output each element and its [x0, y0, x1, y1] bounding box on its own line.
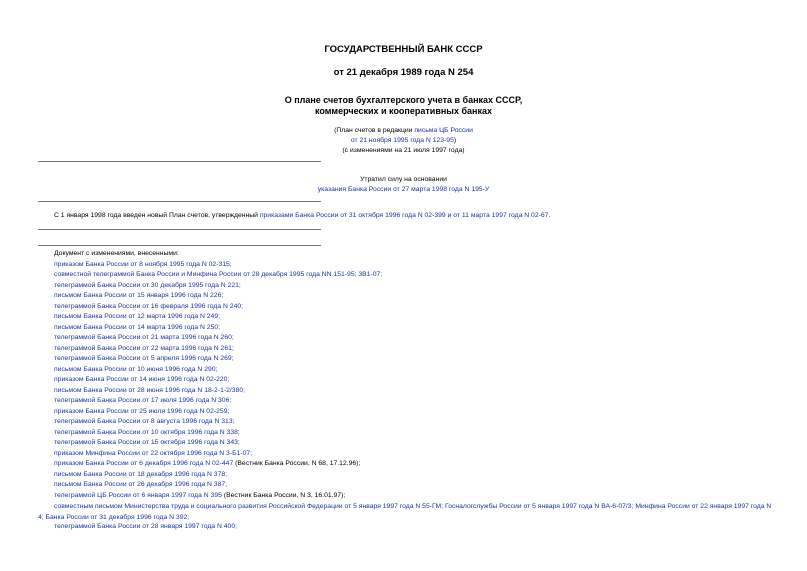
doc-list-item[interactable]: телеграммой Банка России от 22 марта 1996 года N 261;	[54, 344, 234, 352]
intro-paragraph	[54, 212, 550, 219]
doc-list-item[interactable]: телеграммой Банка России от 17 июля 1996 года N 306;	[54, 397, 232, 404]
edition-note-line-2	[0, 136, 807, 145]
document-title-line-1: О плане счетов бухгалтерского учета в банках СССР,	[284, 95, 523, 105]
doc-list-item[interactable]: приказом Минфина России от 22 октября 1996 года N 3-Б1-07;	[54, 449, 253, 457]
doc-list-item[interactable]: письмом Банка России от 10 июня 1996 года N 290;	[54, 365, 218, 373]
doc-list-item-joint-letter[interactable]	[38, 502, 778, 523]
doc-list-item[interactable]: совместной телеграммой Банка России и Минфина России от 28 декабря 1995 года NN 151-95; 3В1-07;	[54, 271, 383, 278]
joint-letter-text[interactable]: совместным письмом Министерства труда и социального развития Российской Федерации от 5 января 1997 года N 55-ГМ; Госналогслужбы России от 5 января 1997 года N ВА-6-07/3; Минфина России от 22 января 1997 года N 4; Банка России от 31 декабря 1996 года N 392;	[38, 503, 772, 521]
doc-list-item[interactable]: письмом Банка России от 26 декабря 1996 года N 387;	[54, 481, 228, 488]
doc-list-item	[54, 492, 345, 499]
doc-list-item[interactable]: приказом Банка России от 25 июля 1996 года N 02-259;	[54, 407, 230, 415]
doc-list-item[interactable]: письмом Банка России от 15 января 1996 года N 226;	[54, 292, 224, 299]
intro-link[interactable]: приказами Банка России от 31 октября 1996 года N 02-399 и от 11 марта 1997 года N 02-67	[259, 212, 549, 219]
doc-list-item	[54, 460, 360, 467]
doc-list-item[interactable]: телеграммой Банка России от 16 февраля 1996 года N 240;	[54, 302, 244, 310]
doc-list-item[interactable]: письмом Банка России от 28 июня 1996 года N 18-2-1-2/380;	[54, 386, 246, 394]
lost-force-link[interactable]: указания Банка России от 27 марта 1998 года N 195-У	[317, 186, 490, 193]
doc-list-item[interactable]: телеграммой Банка России от 28 января 1997 года N 400;	[54, 523, 237, 530]
doc-list-item-link[interactable]: приказом Банка России от 6 декабря 1996 года N 02-447	[54, 460, 234, 467]
doc-list-heading: Документ с изменениями, внесенными:	[54, 250, 179, 257]
divider	[38, 229, 321, 230]
doc-list-item[interactable]: телеграммой Банка России от 10 октября 1996 года N 338;	[54, 428, 240, 436]
doc-list-item[interactable]: телеграммой Банка России от 8 августа 1996 года N 313;	[54, 418, 235, 425]
changes-note: (с изменениями на 21 июля 1997 года)	[342, 147, 465, 154]
doc-list-item[interactable]: приказом Банка России от 8 ноября 1995 года N 02-315;	[54, 260, 232, 268]
doc-list-item[interactable]: телеграммой Банка России от 21 марта 1996 года N 260;	[54, 334, 234, 341]
edition-note	[0, 126, 807, 135]
edition-suffix: )	[453, 137, 457, 144]
doc-list-item-source: (Вестник Банка России, N 3, 16.01.97);	[221, 491, 346, 499]
edition-prefix: (План счетов в редакции	[334, 127, 415, 134]
doc-list-item[interactable]: телеграммой Банка России от 30 декабря 1995 года N 221;	[54, 281, 241, 289]
doc-list-item-source: (Вестник Банка России, N 68, 17.12.96);	[233, 460, 361, 467]
divider	[38, 245, 321, 246]
intro-text: С 1 января 1998 года введен новый План счетов, утвержденный	[54, 212, 260, 219]
divider	[38, 201, 321, 202]
doc-list-item[interactable]: письмом Банка России от 12 марта 1996 года N 249;	[54, 313, 221, 320]
document-title-line-2: коммерческих и кооперативных банках	[315, 106, 492, 116]
doc-list-item[interactable]: письмом Банка России от 14 марта 1996 года N 250;	[54, 323, 221, 331]
lost-force-text: Утратил силу на основании	[360, 176, 447, 183]
divider	[38, 161, 321, 162]
edition-link-letter[interactable]: письма ЦБ России	[414, 127, 473, 134]
document-date: от 21 декабря 1989 года N 254	[333, 67, 474, 78]
doc-list-item[interactable]: письмом Банка России от 18 декабря 1996 года N 378;	[54, 470, 228, 478]
intro-end: .	[548, 212, 551, 219]
doc-list-item-link[interactable]: телеграммой ЦБ России от 6 января 1997 года N 395	[54, 491, 222, 499]
doc-list-item[interactable]: телеграммой Банка России от 15 октября 1996 года N 343;	[54, 439, 240, 446]
issuer-heading: ГОСУДАРСТВЕННЫЙ БАНК СССР	[324, 44, 483, 55]
edition-link-date[interactable]: от 21 ноября 1995 года N 123-95	[350, 137, 454, 144]
doc-list-item[interactable]: приказом Банка России от 14 июня 1996 года N 02-220;	[54, 376, 230, 383]
doc-list-item[interactable]: телеграммой Банка России от 5 апреля 1996 года N 269;	[54, 355, 234, 362]
